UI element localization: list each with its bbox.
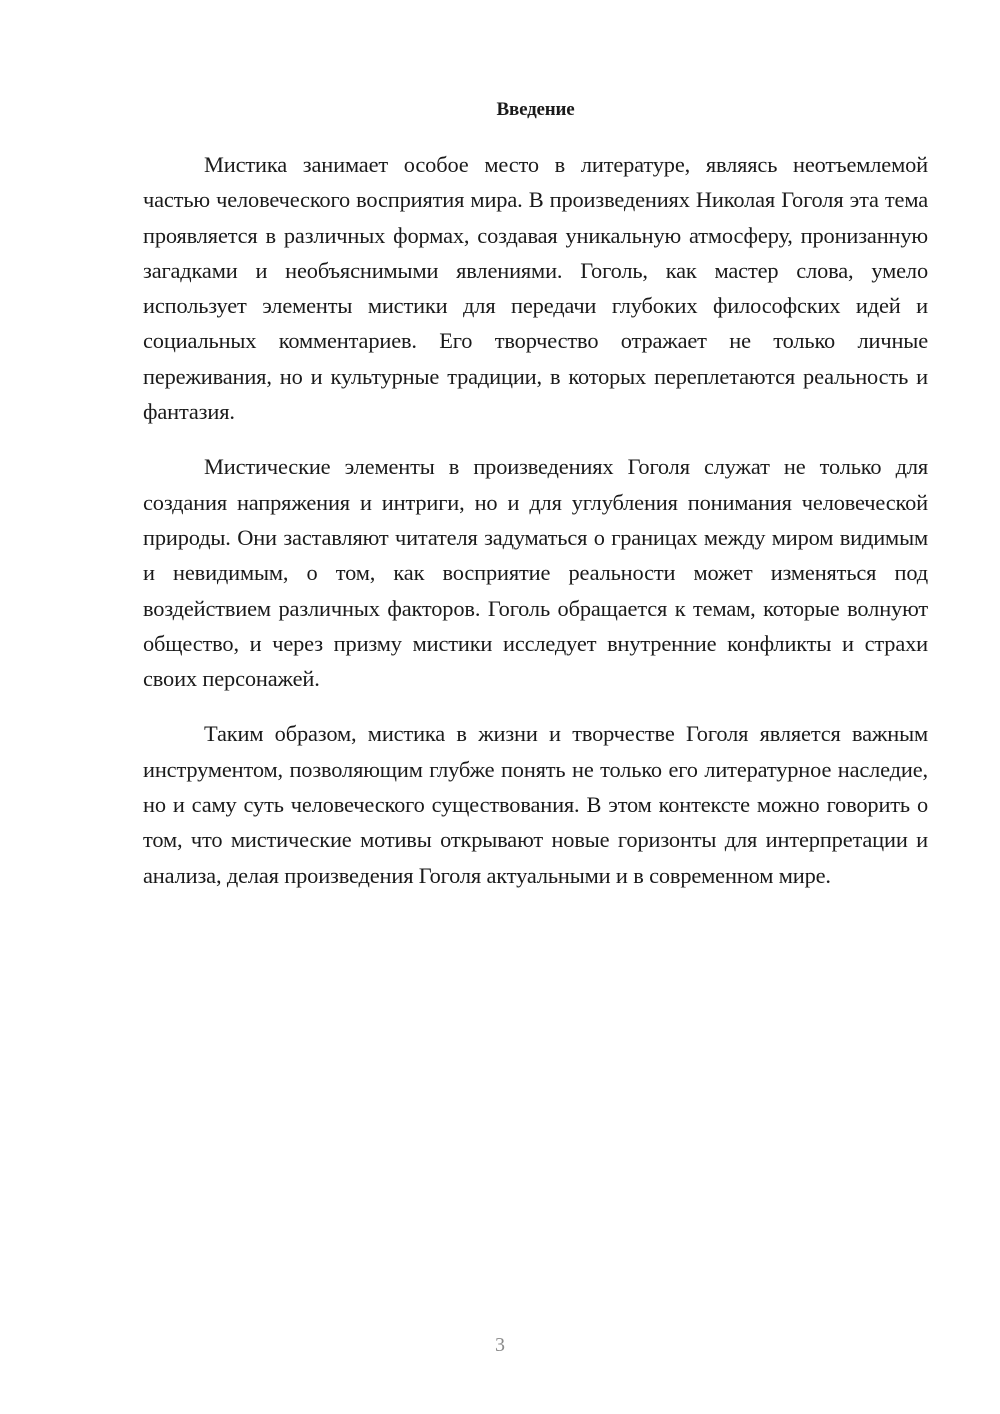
- section-title: Введение: [496, 99, 575, 120]
- paragraph-2: Мистические элементы в произведениях Гоголя служат не только для создания напряжения и интриги, но и для углубления понимания человеческой природы. Они заставляют читателя задуматься о границах между миром видимым и невидимым, о том, как восприятие реальности может изменяться под воздействием различных факторов. Гоголь обращается к темам, которые волнуют общество, и через призму мистики исследует внутренние конфликты и страхи своих персонажей.: [143, 454, 928, 692]
- page-content: [143, 96, 928, 913]
- paragraph-1: Мистика занимает особое место в литературе, являясь неотъемлемой частью человеческого восприятия мира. В произведениях Николая Гоголя эта тема проявляется в различных формах, создавая уникальную атмосферу, пронизанную загадками и необъяснимыми явлениями. Гоголь, как мастер слова, умело использует элементы мистики для передачи глубоких философских идей и социальных комментариев. Его творчество отражает не только личные переживания, но и культурные традиции, в которых переплетаются реальность и фантазия.: [143, 152, 928, 425]
- paragraph-3: Таким образом, мистика в жизни и творчестве Гоголя является важным инструментом, позволяющим глубже понять не только его литературное наследие, но и саму суть человеческого существования. В этом контексте можно говорить о том, что мистические мотивы открывают новые горизонты для интерпретации и анализа, делая произведения Гоголя актуальными и в современном мире.: [143, 721, 928, 888]
- page-number: 3: [495, 1334, 505, 1356]
